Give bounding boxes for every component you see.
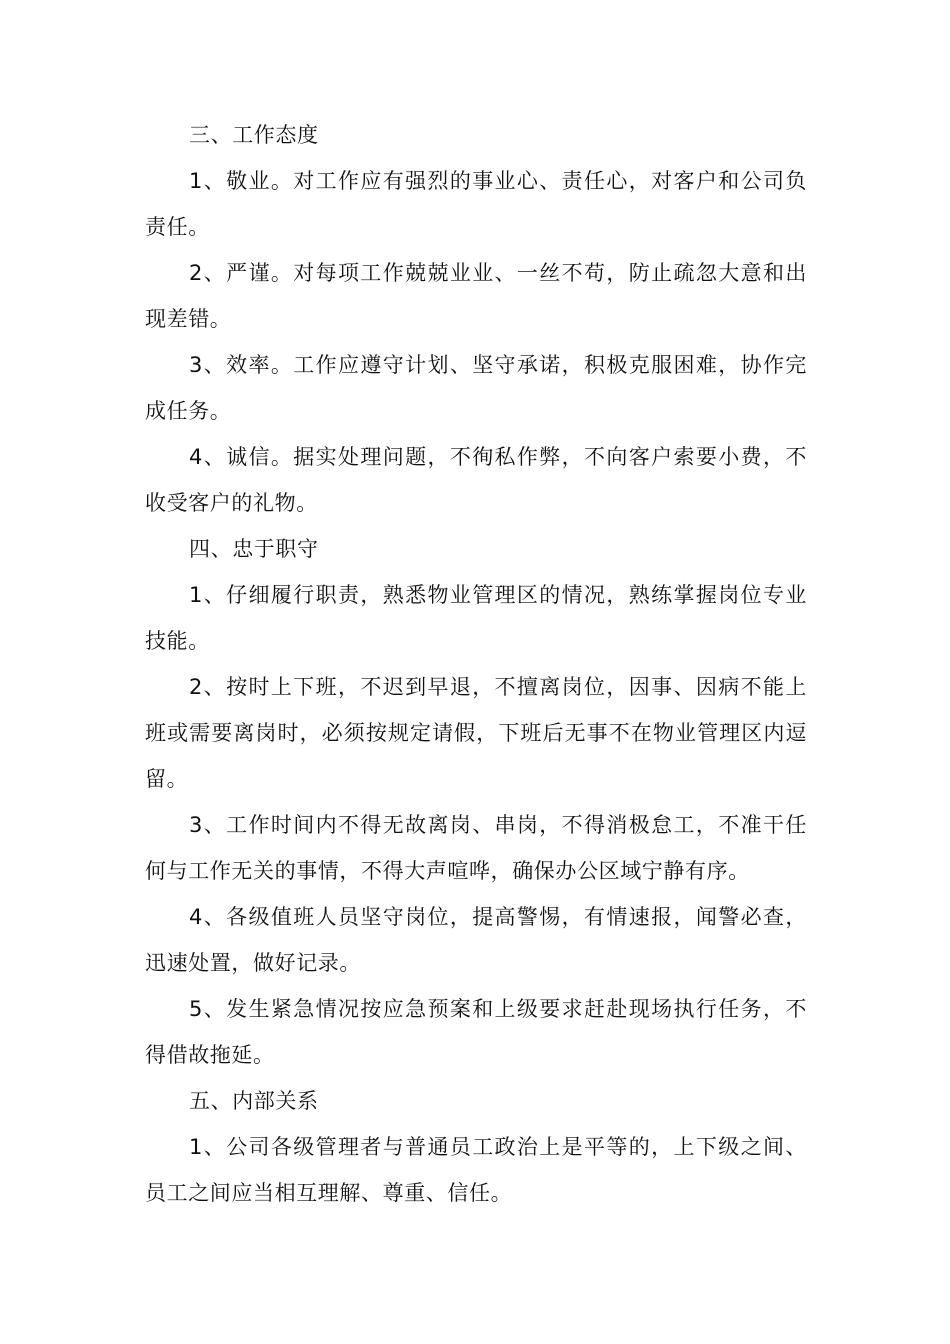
paragraph-integrity: 4、诚信。据实处理问题，不徇私作弊，不向客户索要小费，不收受客户的礼物。 (145, 445, 807, 515)
section-heading-loyalty-to-duty: 四、忠于职守 (189, 537, 319, 561)
document-body (145, 112, 807, 1216)
paragraph-duty-2: 2、按时上下班，不迟到早退，不擅离岗位，因事、因病不能上班或需要离岗时，必须按规定请假，下班后无事不在物业管理区内逗留。 (145, 675, 807, 791)
paragraph-dedication: 1、敬业。对工作应有强烈的事业心、责任心，对客户和公司负责任。 (145, 169, 807, 239)
paragraph-duty-4: 4、各级值班人员坚守岗位，提高警惕，有情速报，闻警必查，迅速处置，做好记录。 (145, 905, 807, 975)
paragraph-duty-3: 3、工作时间内不得无故离岗、串岗，不得消极怠工，不准干任何与工作无关的事情，不得大声喧哗，确保办公区域宁静有序。 (145, 813, 807, 883)
paragraph-efficiency: 3、效率。工作应遵守计划、坚守承诺，积极克服困难，协作完成任务。 (145, 353, 807, 423)
paragraph-relations-1: 1、公司各级管理者与普通员工政治上是平等的，上下级之间、员工之间应当相互理解、尊重、信任。 (145, 1135, 807, 1205)
section-heading-work-attitude: 三、工作态度 (189, 123, 319, 147)
section-heading-internal-relations: 五、内部关系 (189, 1089, 319, 1113)
paragraph-duty-5: 5、发生紧急情况按应急预案和上级要求赶赴现场执行任务，不得借故拖延。 (145, 997, 807, 1067)
paragraph-rigor: 2、严谨。对每项工作兢兢业业、一丝不苟，防止疏忽大意和出现差错。 (145, 261, 807, 331)
paragraph-duty-1: 1、仔细履行职责，熟悉物业管理区的情况，熟练掌握岗位专业技能。 (145, 583, 807, 653)
